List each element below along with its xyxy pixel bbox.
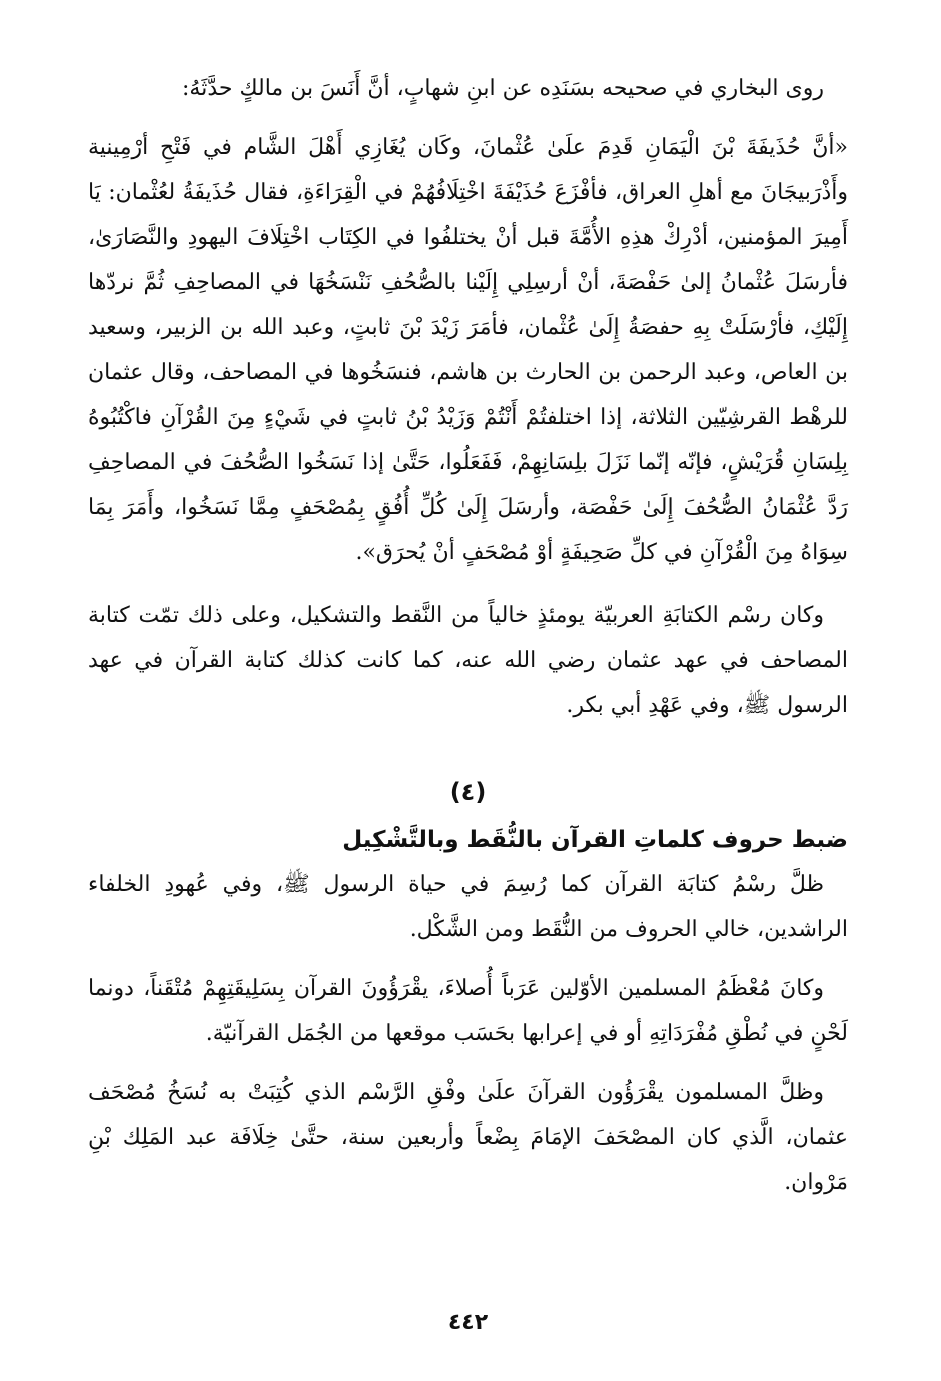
paragraph-hadith-intro: روى البخاري في صحيحه بسَنَدِه عن ابنِ شهابٍ، أنَّ أَنَسَ بن مالكٍ حدَّثَهُ: bbox=[182, 76, 824, 101]
paragraph-rasm-unchanged: ظلَّ رسْمُ كتابَة القرآن كما رُسِمَ في حياة الرسول ﷺ، وفي عُهودِ الخلفاء الراشدين، خالي الحروف من النُّقَط ومن الشَّكْل. bbox=[88, 872, 848, 942]
paragraph-uthmani-mushaf: وظلَّ المسلمون يقْرَؤُون القرآنَ علَىٰ وفْقِ الرَّسْم الذي كُتِبَتْ به نُسَخُ مُصْحَف عثمان، الَّذي كان المصْحَفَ الإمَامَ بِضْعاً وأربعين سنة، حتَّىٰ خِلَافَة عبد المَلِك بْنِ مَرْوان. bbox=[88, 1080, 848, 1195]
paragraph-script-history: وكان رسْم الكتابَةِ العربيّة يومئذٍ خالياً من النَّقط والتشكيل، وعلى ذلك تمّت كتابة المصاحف في عهد عثمان رضي الله عنه، كما كانت كذلك كتابة القرآن في عهد الرسول ﷺ، وفي عَهْدِ أبي بكر. bbox=[88, 603, 848, 718]
section-title: ضبط حروف كلماتِ القرآن بالنُّقَط وبالتَّشْكِيل bbox=[342, 827, 848, 853]
section-number: (٤) bbox=[449, 778, 487, 806]
paragraph-early-muslims: وكانَ مُعْظَمُ المسلمين الأوّلين عَرَباً أُصلاءَ، يقْرَؤُونَ القرآن بِسَلِيقَتِهِمْ مُتْقَناً، دونما لَحْنٍ في نُطْقِ مُفْرَدَاتِهِ أو في إعرابها بحَسَب موقعها من الجُمَل القرآنيّة. bbox=[88, 976, 848, 1046]
book-page bbox=[88, 66, 848, 1356]
paragraph-hadith-text: «أنَّ حُذَيفَةَ بْنَ الْيَمَانِ قَدِمَ علَىٰ عُثْمانَ، وكَان يُغَازِي أَهْلَ الشَّام في فَتْحِ أرْمِينية وأَذْرَبيجَانَ مع أهلِ العراق، فأفْزَعَ حُذَيْفَةَ اخْتِلَافُهُمْ في الْقِرَاءَةِ، فقال حُذَيفَةُ لعُثْمان: يَا أَمِيرَ المؤمنين، أدْرِكْ هذِهِ الأُمَّةَ قبل أنْ يختلفُوا في الكِتَاب اخْتِلَافَ اليهودِ والنَّصَارَىٰ، فأرسَلَ عُثْمانُ إلىٰ حَفْصَةَ، أنْ أرسِلِي إِلَيْنا بالصُّحُفِ نَنْسَخُهَا في المصاحِفِ ثُمَّ نردّها إِلَيْكِ، فأرْسَلَتْ بِهِ حفصَةُ إِلَىٰ عُثْمان، فأمَرَ زَيْدَ بْنَ ثابتٍ، وعبد الله بن الزبير، وسعيد بن العاص، وعبد الرحمن بن الحارث بن هاشم، فنسَخُوها في المصاحف، وقال عثمان للرهْط القرشِيّين الثلاثة، إذا اختلفتُمْ أَنْتُمْ وَزَيْدُ بْنُ ثابتٍ في شَيْءٍ مِنَ القُرْآنِ فاكْتُبُوهُ بِلِسَانِ قُرَيْشٍ، فإنّه إنّما نَزَلَ بلِسَانِهِمْ، فَفَعَلُوا، حَتَّىٰ إذا نَسَخُوا الصُّحُفَ في المصاحِفِ رَدَّ عُثْمَانُ الصُّحُفَ إِلَىٰ حَفْصَة، وأرسَلَ إِلَىٰ كُلِّ أُفُقٍ بِمُصْحَفٍ مِمَّا نَسَخُوا، وأَمَرَ بِمَا سِوَاهُ مِنَ الْقُرْآنِ في كلِّ صَحِيفَةٍ أوْ مُصْحَفٍ أنْ يُحرَق». bbox=[88, 135, 848, 565]
page-number: ٤٤٢ bbox=[447, 1310, 489, 1335]
